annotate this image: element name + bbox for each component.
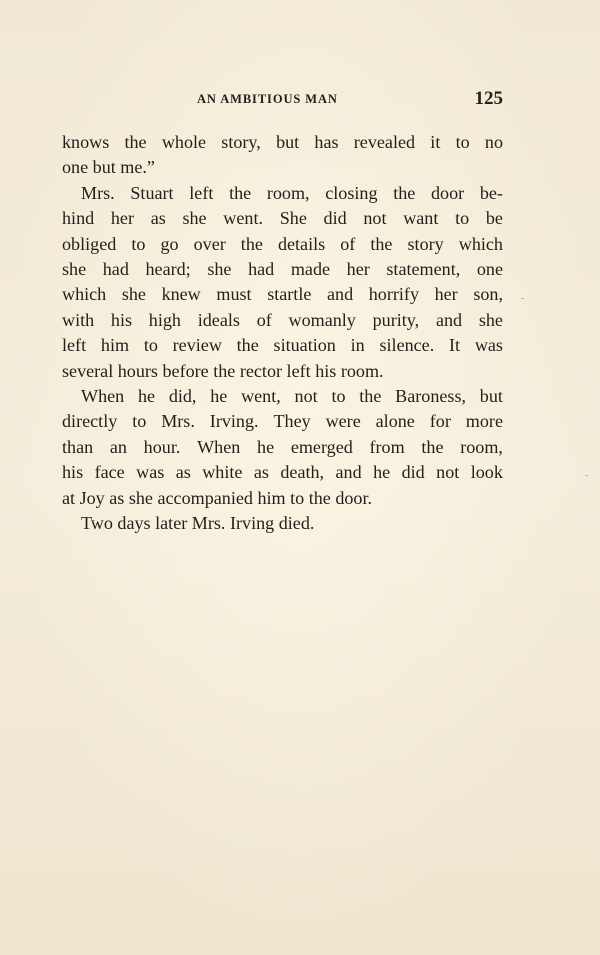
text-line [62, 181, 503, 206]
text-line: Two days later Mrs. Irving died. [81, 513, 315, 534]
word: the [229, 182, 252, 203]
word: knows [62, 132, 110, 152]
word: When [197, 436, 241, 457]
page-number: 125 [474, 88, 503, 109]
word: closing [325, 182, 378, 203]
text-line [62, 308, 503, 333]
word: her [110, 208, 134, 229]
paper-speck [521, 298, 524, 299]
word: want [403, 208, 439, 229]
word: had [248, 259, 275, 280]
word: went. [223, 208, 263, 229]
word: obliged [62, 233, 117, 254]
text-line [62, 333, 503, 358]
word: high [148, 309, 181, 330]
word: details [277, 233, 326, 254]
word: the [124, 132, 147, 152]
word: of [256, 309, 272, 330]
text-line [62, 206, 503, 231]
word: Mrs. [81, 182, 115, 203]
word: Irving. [209, 411, 259, 432]
word: but [479, 386, 503, 407]
word: left [189, 182, 214, 203]
word: did, [168, 386, 197, 407]
text-line [62, 257, 503, 282]
word: statement, [386, 259, 461, 280]
word: Stuart [130, 182, 174, 203]
word: She [279, 208, 307, 229]
word: did [323, 208, 347, 229]
word: but [276, 132, 300, 152]
word: review [172, 335, 222, 356]
word: to [455, 132, 470, 152]
word: It [449, 335, 461, 356]
word: as [150, 208, 166, 229]
word: face [94, 462, 125, 483]
word: he [257, 436, 275, 457]
text-line [62, 384, 503, 409]
word: the [359, 386, 382, 407]
word: directly [62, 411, 118, 432]
word: hind [62, 208, 95, 229]
word: his [110, 309, 133, 330]
word: in [350, 335, 365, 356]
text-line: several hours before the rector left his room. [62, 360, 384, 381]
word: not [363, 208, 387, 229]
word: to [131, 233, 146, 254]
word: was [474, 335, 503, 356]
word: to [132, 411, 147, 432]
word: he [373, 462, 391, 483]
word: They [273, 411, 311, 432]
word: When [81, 386, 125, 407]
word: no [484, 132, 503, 152]
word: horrify [368, 284, 419, 305]
text-line [62, 460, 503, 485]
word: her [434, 284, 458, 305]
word: go [160, 233, 179, 254]
word: not [436, 462, 460, 483]
word: he [137, 386, 156, 407]
word: him [100, 335, 130, 356]
word: the [421, 436, 444, 457]
word: room, [460, 436, 503, 457]
word: heard; [145, 259, 191, 280]
word: be- [479, 182, 503, 203]
word: did [401, 462, 425, 483]
word: to [331, 386, 346, 407]
paper-speck [585, 475, 588, 476]
word: and [327, 284, 354, 305]
word: revealed [353, 132, 416, 152]
word: which [458, 233, 503, 254]
word: one [476, 259, 503, 280]
word: left [62, 335, 87, 356]
word: has [314, 132, 339, 152]
text-line: one but me.” [62, 157, 155, 178]
word: she [62, 259, 87, 280]
word: she [182, 208, 207, 229]
word: purity, [372, 309, 420, 330]
word: to [455, 208, 470, 229]
word: as [253, 462, 269, 483]
word: not [294, 386, 318, 407]
word: the [370, 233, 393, 254]
word: emerged [290, 436, 353, 457]
word: made [290, 259, 331, 280]
word: for [429, 411, 451, 432]
word: son, [473, 284, 503, 305]
word: situation [273, 335, 336, 356]
body-text [62, 130, 503, 537]
word: startle [267, 284, 312, 305]
word: door [430, 182, 465, 203]
word: his [62, 462, 84, 483]
text-line [62, 409, 503, 434]
word: was [136, 462, 165, 483]
text-line [62, 282, 503, 307]
word: she [121, 284, 146, 305]
text-line [62, 435, 503, 460]
word: she [207, 259, 232, 280]
text-line [62, 232, 503, 257]
word: it [430, 132, 441, 152]
word: with [62, 309, 95, 330]
text-line: at Joy as she accompanied him to the door. [62, 487, 373, 508]
word: womanly [288, 309, 356, 330]
word: from [369, 436, 405, 457]
word: were [325, 411, 361, 432]
word: as [175, 462, 191, 483]
word: and [435, 309, 463, 330]
word: over [193, 233, 226, 254]
word: knew [161, 284, 201, 305]
word: she [478, 309, 503, 330]
word: an [109, 436, 127, 457]
running-head: AN AMBITIOUS MAN [197, 92, 338, 106]
word: had [102, 259, 129, 280]
word: which [62, 284, 107, 305]
word: to [143, 335, 158, 356]
word: Mrs. [161, 411, 195, 432]
word: went, [241, 386, 281, 407]
word: room, [266, 182, 310, 203]
word: than [62, 436, 94, 457]
word: ideals [197, 309, 240, 330]
word: more [465, 411, 503, 432]
word: hour. [143, 436, 181, 457]
word: he [210, 386, 228, 407]
word: and [335, 462, 362, 483]
word: story [407, 233, 444, 254]
word: the [393, 182, 416, 203]
word: look [470, 462, 503, 483]
text-line [62, 130, 503, 155]
word: of [340, 233, 356, 254]
word: be [485, 208, 503, 229]
word: must [216, 284, 252, 305]
word: whole [161, 132, 207, 152]
word: alone [375, 411, 415, 432]
word: the [240, 233, 263, 254]
word: story, [221, 132, 261, 152]
word: her [346, 259, 370, 280]
word: white [202, 462, 243, 483]
word: death, [280, 462, 325, 483]
word: Baroness, [395, 386, 467, 407]
word: the [236, 335, 259, 356]
word: silence. [379, 335, 435, 356]
